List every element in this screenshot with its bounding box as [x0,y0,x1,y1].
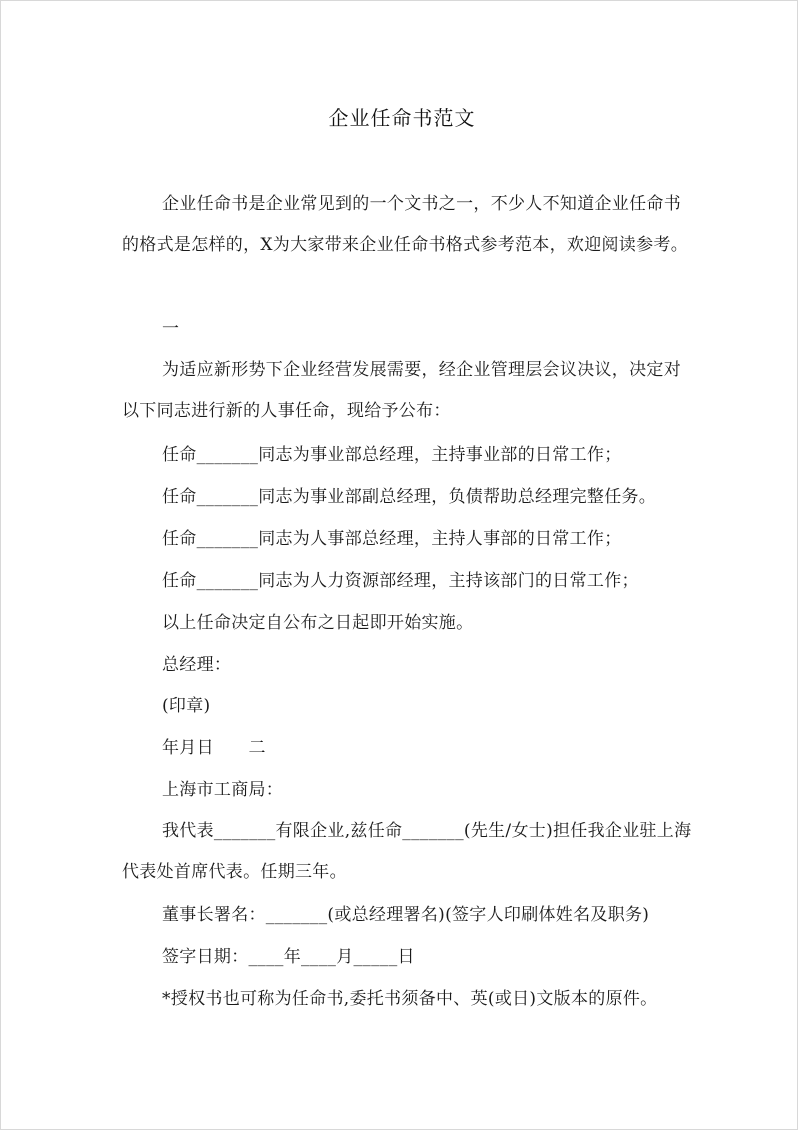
appointment-line-4: 任命_______同志为人力资源部经理，主持该部门的日常工作； [162,571,639,591]
footnote: *授权书也可称为任命书,委托书须备中、英(或日)文版本的原件。 [162,989,658,1009]
chairman-signature-line: 董事长署名：_______(或总经理署名)(签字人印刷体姓名及职务) [162,905,650,925]
appointment-line-3: 任命_______同志为人事部总经理，主持人事部的日常工作； [162,529,622,549]
section1-paragraph: 为适应新形势下企业经营发展需要，经企业管理层会议决议，决定对以下同志进行新的人事任命，现给予公布： [122,360,681,421]
seal-placeholder: (印章) [162,696,211,716]
appointment-line-2: 任命_______同志为事业部副总经理，负债帮助总经理完整任务。 [162,487,657,507]
section-marker-one: 一 [162,319,180,339]
document-title: 企业任命书范文 [328,106,476,130]
signature-date-line: 签字日期：____年____月_____日 [162,947,415,967]
appointment-line-1: 任命_______同志为事业部总经理，主持事业部的日常工作； [162,445,622,465]
section2-paragraph: 我代表_______有限企业,兹任命_______(先生/女士)担任我企业驻上海代表处首席代表。任期三年。 [122,821,692,882]
recipient-line: 上海市工商局： [162,780,284,800]
date-line: 年月日 二 [162,738,266,758]
general-manager-label: 总经理： [162,655,232,675]
effective-note: 以上任命决定自公布之日起即开始实施。 [162,613,474,633]
intro-paragraph: 企业任命书是企业常见到的一个文书之一，不少人不知道企业任命书的格式是怎样的，X为大家带来企业任命书格式参考范本，欢迎阅读参考。 [122,194,689,255]
